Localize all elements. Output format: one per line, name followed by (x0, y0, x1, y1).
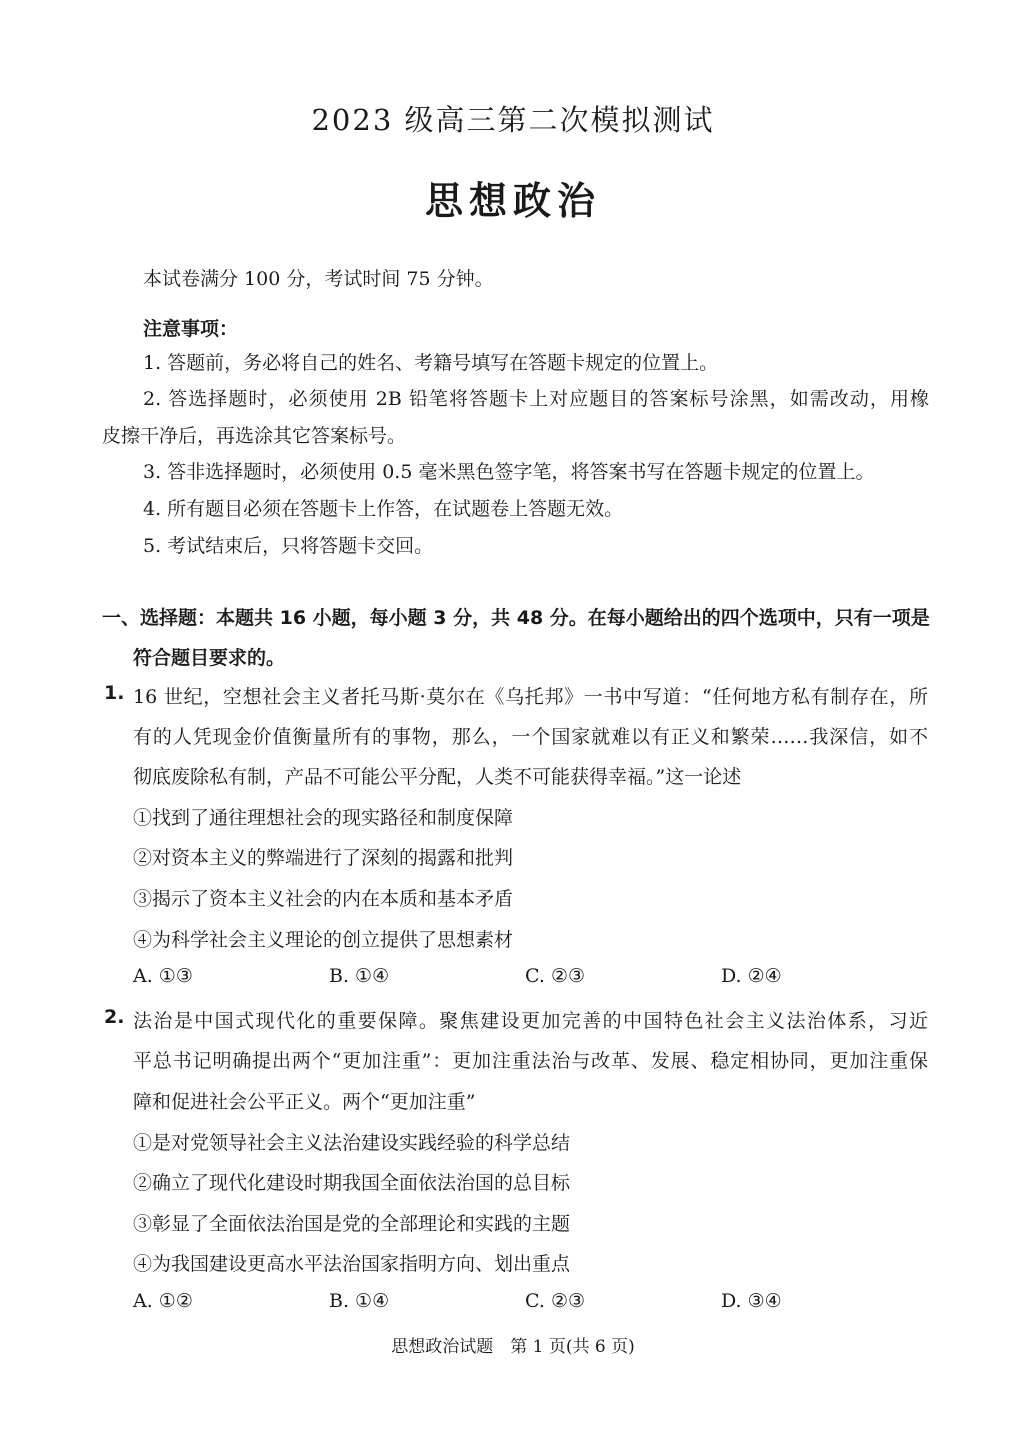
section-heading-continuation: 符合题目要求的。 (133, 647, 286, 669)
page-footer: 思想政治试题 第 1 页(共 6 页) (391, 1337, 635, 1357)
notice-item: 3. 答非选择题时，必须使用 0.5 毫米黑色签字笔，将答案书写在答题卡规定的位置上。 (143, 461, 875, 483)
notice-item: 5. 考试结束后，只将答题卡交回。 (143, 535, 434, 557)
question-stem-line: 有的人凭现金价值衡量所有的事物，那么，一个国家就难以有正义和繁荣……我深信，如不 (133, 726, 928, 748)
question-statement: ②对资本主义的弊端进行了深刻的揭露和批判 (133, 847, 514, 869)
notice-item: 4. 所有题目必须在答题卡上作答，在试题卷上答题无效。 (143, 498, 624, 520)
question-stem-line: 16 世纪，空想社会主义者托马斯·莫尔在《乌托邦》一书中写道：“任何地方私有制存在，所 (133, 686, 928, 708)
section-heading: 一、选择题：本题共 16 小题，每小题 3 分，共 48 分。在每小题给出的四个选项中，只有一项是 (102, 607, 930, 629)
question-statement: ④为我国建设更高水平法治国家指明方向、划出重点 (133, 1253, 571, 1275)
question-statement: ③彰显了全面依法治国是党的全部理论和实践的主题 (133, 1213, 571, 1235)
answer-option-b: B. ①④ (329, 1290, 390, 1312)
question-statement: ①是对党领导社会主义法治建设实践经验的科学总结 (133, 1132, 571, 1154)
exam-title: 2023 级高三第二次模拟测试 (311, 103, 715, 137)
question-stem-line: 彻底废除私有制，产品不可能公平分配，人类不可能获得幸福。”这一论述 (133, 766, 742, 788)
question-number: 1. (104, 682, 125, 704)
answer-option-d: D. ②④ (721, 965, 782, 987)
subject-title: 思想政治 (424, 179, 601, 223)
question-statement: ①找到了通往理想社会的现实路径和制度保障 (133, 807, 514, 829)
answer-option-c: C. ②③ (525, 1290, 586, 1312)
answer-option-a: A. ①③ (133, 965, 193, 987)
notice-heading: 注意事项： (143, 318, 239, 340)
question-statement: ②确立了现代化建设时期我国全面依法治国的总目标 (133, 1172, 571, 1194)
question-stem-line: 法治是中国式现代化的重要保障。聚焦建设更加完善的中国特色社会主义法治体系，习近 (133, 1010, 928, 1032)
question-number: 2. (104, 1006, 125, 1028)
question-statement: ④为科学社会主义理论的创立提供了思想素材 (133, 929, 514, 951)
notice-item-continuation: 皮擦干净后，再选涂其它答案标号。 (102, 425, 407, 447)
intro-text: 本试卷满分 100 分，考试时间 75 分钟。 (143, 268, 494, 290)
answer-option-a: A. ①② (133, 1290, 193, 1312)
notice-item: 1. 答题前，务必将自己的姓名、考籍号填写在答题卡规定的位置上。 (143, 352, 719, 374)
question-stem-line: 平总书记明确提出两个“更加注重”：更加注重法治与改革、发展、稳定相协同，更加注重保 (133, 1050, 928, 1072)
notice-item: 2. 答选择题时，必须使用 2B 铅笔将答题卡上对应题目的答案标号涂黑，如需改动，用橡 (143, 388, 929, 410)
question-statement: ③揭示了资本主义社会的内在本质和基本矛盾 (133, 888, 514, 910)
answer-option-b: B. ①④ (329, 965, 390, 987)
question-stem-line: 障和促进社会公平正义。两个“更加注重” (133, 1091, 476, 1113)
answer-option-d: D. ③④ (721, 1290, 782, 1312)
answer-option-c: C. ②③ (525, 965, 586, 987)
